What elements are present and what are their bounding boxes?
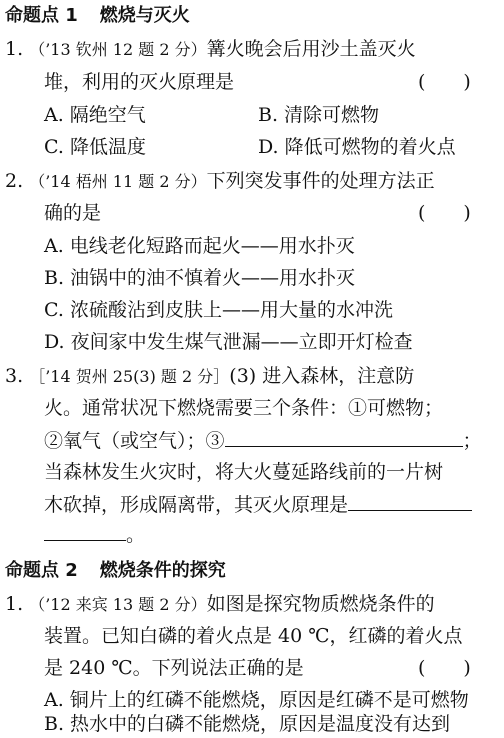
question-stem: 篝火晚会后用沙土盖灭火: [206, 38, 416, 60]
option-a: A. 电线老化短路而起火——用水扑灭: [44, 235, 355, 257]
answer-blank[interactable]: [348, 490, 472, 511]
question-2-line-1: [5, 167, 435, 196]
question-3-line-4: 当森林发生火灾时，将大火蔓延路线前的一片树: [44, 461, 444, 483]
question-3-line-1: [5, 362, 414, 391]
section-title: 燃烧条件的探究: [99, 560, 226, 581]
answer-parentheses: ( ): [418, 71, 471, 93]
punctuation: 。: [126, 524, 146, 546]
option-b: B. 热水中的白磷不能燃烧，原因是温度没有达到: [44, 713, 451, 735]
question-1-line-1: [5, 35, 416, 64]
punctuation: ；: [462, 430, 482, 452]
question-text: ②氧气（或空气）；③: [44, 430, 225, 452]
option-b: B. 清除可燃物: [258, 104, 380, 126]
section-heading-1: [5, 3, 190, 29]
section-label: 命题点 1: [5, 5, 78, 26]
question-text: 木砍掉，形成隔离带，其灭火原理是: [44, 494, 349, 516]
question-stem: (3) 进入森林，注意防: [229, 365, 415, 387]
option-c: C. 降低温度: [44, 136, 146, 158]
question-3-line-2: 火。通常状况下燃烧需要三个条件：①可燃物；: [44, 397, 444, 419]
option-b: B. 油锅中的油不慎着火——用水扑灭: [44, 267, 356, 289]
question-2-line-2: 确的是: [44, 202, 102, 224]
question-number: 1.: [5, 38, 24, 60]
section-heading-2: [5, 558, 226, 584]
option-d: D. 夜间家中发生煤气泄漏——立即开灯检查: [44, 331, 413, 353]
answer-blank[interactable]: [225, 426, 463, 447]
option-a: A. 隔绝空气: [44, 104, 146, 126]
question-number: 2.: [5, 170, 24, 192]
question-1-line-2: 堆，利用的灭火原理是: [44, 71, 235, 93]
question-source: （’14 梧州 11 题 2 分）: [29, 172, 207, 191]
answer-parentheses: ( ): [418, 202, 471, 224]
question-source: ［’14 贺州 25(3) 题 2 分］: [29, 367, 230, 386]
section-label: 命题点 2: [5, 560, 78, 581]
question-3-line-3: [44, 426, 482, 455]
question-source: （’13 钦州 12 题 2 分）: [29, 40, 207, 59]
question-s2-1-line-1: [5, 590, 435, 619]
question-stem: 下列突发事件的处理方法正: [206, 170, 435, 192]
question-source: （’12 来宾 13 题 2 分）: [29, 595, 207, 614]
answer-blank-continued[interactable]: [44, 520, 126, 541]
option-a: A. 铜片上的红磷不能燃烧，原因是红磷不是可燃物: [44, 689, 469, 711]
answer-parentheses: ( ): [418, 657, 471, 679]
option-d: D. 降低可燃物的着火点: [258, 136, 456, 158]
question-s2-1-line-3: 是 240 ℃。下列说法正确的是: [44, 657, 304, 679]
question-3-line-5: [44, 490, 472, 519]
question-number: 3.: [5, 365, 24, 387]
question-3-line-6: [44, 520, 145, 549]
question-s2-1-line-2: 装置。已知白磷的着火点是 40 ℃，红磷的着火点: [44, 625, 463, 647]
question-number: 1.: [5, 593, 24, 615]
section-title: 燃烧与灭火: [99, 5, 190, 26]
question-stem: 如图是探究物质燃烧条件的: [206, 593, 435, 615]
option-c: C. 浓硫酸沾到皮肤上——用大量的水冲洗: [44, 299, 393, 321]
